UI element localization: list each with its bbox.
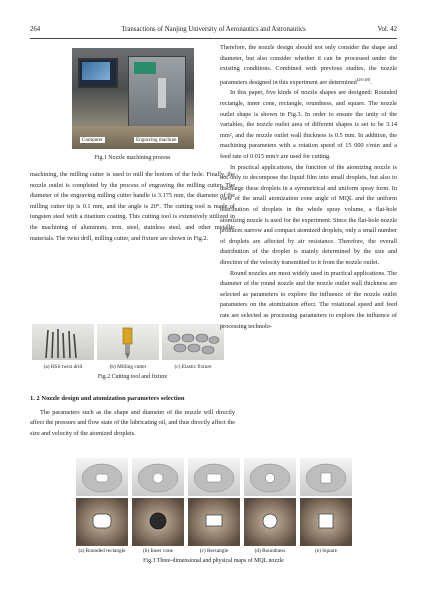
right-paragraph-1-text: Therefore, the nozzle design should not only consider the shape and diameter, but also consider whether it can be processed under the existing conditions. Combined with previous studies, the nozzle parameters designed in this experiment are determined	[220, 44, 397, 86]
section-heading: 1. 2 Nozzle design and atomization parameters selection	[30, 395, 185, 402]
right-column-text	[220, 43, 397, 332]
fig3-subcaption-e: (e) Square	[315, 548, 337, 554]
running-header	[30, 26, 397, 38]
right-paragraph-3: In practical applications, the function of the atomizing nozzle is not only to decompose the liquid film into small droplets, but also to discharge these droplets in a symmetrical and uniform spray form. In view of the small atomization cone angle of MQL and the uniform distribution of droplets in the whole spray volume, a flat-hole atomizing nozzle is used for the experiment. Since the flat-hole nozzle produces narrow and compact atomized droplets, only a small number of droplets are affected by air resistance. Therefore, the overall distribution of the droplet is mainly determined by the size and direction of the velocity transmitted to it from the nozzle outlet.	[220, 163, 397, 266]
right-paragraph-2: In this paper, five kinds of nozzle shapes are designed: Rounded rectangle, inner cone, rectangle, roundness, and square. The nozzle outlet shape is shown in Fig.3. In order to ensure the unity of the variables, the nozzle outlet area of different shapes is set to be 3.14 mm², and the nozzle outlet wall thickness is 0.5 mm. In addition, the machining parameters with a rotation speed of 15 000 r/min and a feed rate of 0.015 mm/r are used for cutting.	[220, 89, 397, 161]
fig3-subcaption-b: (b) Inner cone	[143, 548, 173, 554]
panel-d	[244, 458, 296, 546]
fig2-subcaption-c: (c) Elastic fixture	[174, 364, 212, 370]
fig3-panels	[76, 458, 352, 546]
engraving-machine-spindle	[158, 78, 166, 108]
left-paragraph-1: machining, the milling cutter is used to mill the bottom of the hole. Finally, the nozzle outlet is completed by the process of engraving the milling cutter. The diameter of the engraving milling cutter handle is 3.175 mm, the diameter of the milling cutter tip is 0.1 mm, and the angle is 20°. The cutting tool is made of tungsten steel with a titanium coating. This cutting tool is extensively utilized in the machining of aluminum, iron, steel, stainless steel, and other metallic materials. The twist drill, milling cutter, and fixture are shown in Fig.2.	[30, 171, 235, 242]
journal-title: Transactions of Nanjing University of Aeronautics and Astronautics	[121, 26, 306, 33]
fig2-subcaption-a: (a) HSS twist drill	[43, 364, 83, 370]
reference-marker: [26-28]	[356, 76, 371, 82]
left-column-text-1	[30, 170, 235, 244]
right-paragraph-1-end: .	[370, 78, 372, 86]
twist-drill-icon	[32, 324, 94, 360]
volume-label: Vol. 42	[377, 26, 397, 33]
fig3-graphic	[76, 458, 352, 546]
elastic-fixture-icon	[162, 324, 224, 360]
fig3-subcaption-d: (d) Roundness	[254, 548, 286, 554]
page-number: 264	[30, 26, 41, 33]
fig2-subcaption-b: (b) Milling cutter	[109, 364, 147, 370]
fig2-caption: Fig.2 Cutting tool and fixture	[97, 374, 168, 380]
fig3-caption: Fig.3 Three-dimensional and physical maps of MQL nozzle	[143, 558, 284, 564]
right-paragraph-1	[220, 43, 397, 88]
fig3-subcaption-c: (c) Rectangle	[199, 548, 229, 554]
fig2-photo-b	[97, 324, 159, 360]
fig2-photo-a	[32, 324, 94, 360]
fig1-caption: Fig.1 Nozzle machining process	[94, 155, 171, 161]
fig2-photo-c	[162, 324, 224, 360]
fig1-photo	[72, 48, 194, 149]
label-computer: Computer	[82, 137, 103, 143]
right-paragraph-4: Round nozzles are most widely used in practical applications. The diameter of the round nozzle and the nozzle outlet wall thickness are selected as parameters to explore the influence of the nozzle outlet parameters on the atomization effect. The rotational speed and feed rate are selected as processing parameters to explore the influence of processing technolo-	[220, 269, 397, 330]
panel-a	[76, 458, 128, 546]
engraving-machine-panel	[134, 62, 156, 74]
panel-e	[300, 458, 352, 546]
left-paragraph-2: The parameters such as the shape and diameter of the nozzle will directly affect the pressure and flow state of the lubricating oil, and thus directly affect the size and velocity of the atomized droplets.	[30, 408, 235, 437]
panel-b	[132, 458, 184, 546]
left-column-text-2	[30, 389, 235, 439]
computer-screen	[82, 62, 110, 80]
milling-cutter-icon	[97, 324, 159, 360]
header-rule	[30, 38, 397, 39]
label-engraving-machine: Engraving machine	[136, 137, 177, 143]
fig3-subcaption-a: (a) Rounded rectangle	[78, 548, 126, 554]
panel-c	[188, 458, 240, 546]
